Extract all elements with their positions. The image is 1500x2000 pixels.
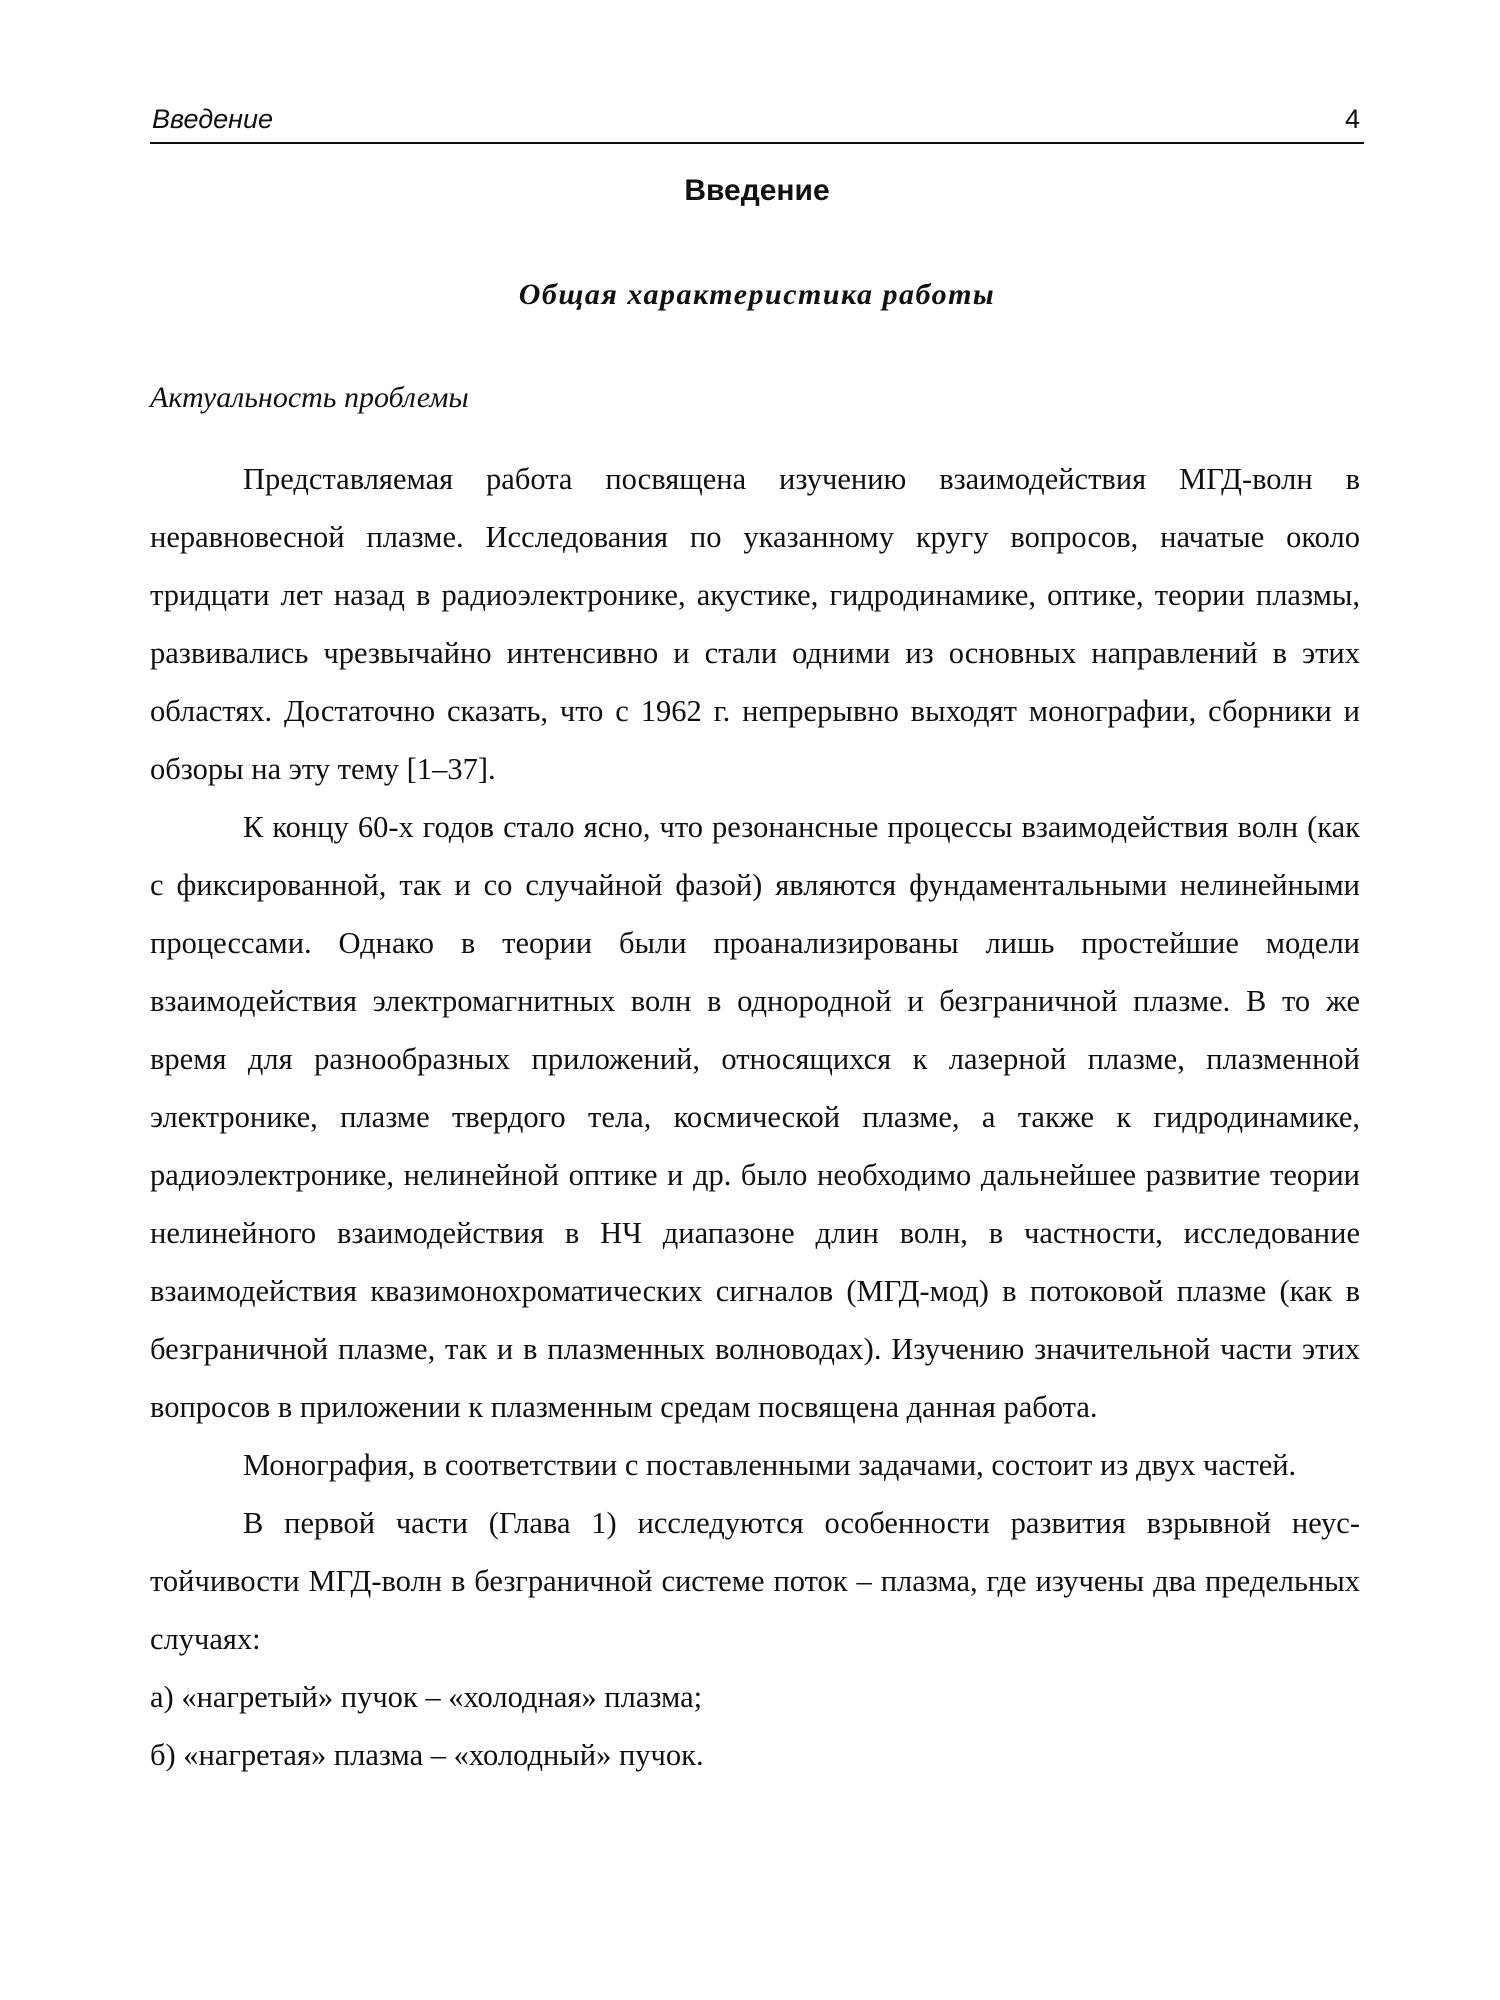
body-text (150, 450, 1360, 1784)
section-title: Общая характеристика работы (518, 278, 996, 311)
subsection-title: Актуальность проблемы (150, 381, 469, 414)
list-item: а) «нагретый» пучок – «холодная» плазма; (150, 1680, 703, 1714)
paragraph: Монография, в соответствии с поставленными задачами, состоит из двух частей. (243, 1448, 1297, 1482)
paragraph: Представляемая работа посвящена изучению взаимодействия МГД-волн в неравновесной плазме. Исследования по указанному кругу вопросов, начатые около тридцати лет назад в радиоэлектронике, акустике, гидродинамике, оптике, теории плазмы, развивались чрезвычайно интенсивно и стали одними из основных направлений в этих областях. Достаточно сказать, что с 1962 г. непрерывно выходят монографии, сборники и обзоры на эту тему [1–37]. (150, 462, 1360, 786)
paragraph: К концу 60-х годов стало ясно, что резонансные процессы взаимодействия волн (как с фиксированной, так и со случайной фазой) являются фундаментальными нелинейными процессами. Однако в теории были проанализированы лишь простейшие модели взаимодействия электромагнитных волн в однородной и безграничной плазме. В то же время для разнообразных приложений, относящихся к лазерной плазме, плазменной электронике, плазме твердого тела, космической плазме, а также к гидродинамике, радиоэлектронике, нелинейной оптике и др. было необходимо дальнейшее развитие теории нелинейного взаимодействия в НЧ диапазоне длин волн, в частности, исследование взаимодействия квазимонохроматических сигналов (МГД-мод) в потоковой плазме (как в безграничной плазме, так и в плазменных волноводах). Изучению значительной части этих вопросов в приложении к плазменным средам посвящена данная работа. (150, 810, 1360, 1424)
chapter-title: Введение (684, 174, 830, 207)
running-header (150, 102, 1364, 144)
page-number: 4 (1344, 104, 1360, 134)
paragraph: В первой части (Глава 1) исследуются особенности развития взрывной неустойчивости МГД-волн в безграничной системе поток – плазма, где изучены два предельных случаях: (150, 1506, 1360, 1656)
running-header-title: Введение (152, 104, 274, 134)
list-item: б) «нагретая» плазма – «холодный» пучок. (150, 1738, 704, 1772)
